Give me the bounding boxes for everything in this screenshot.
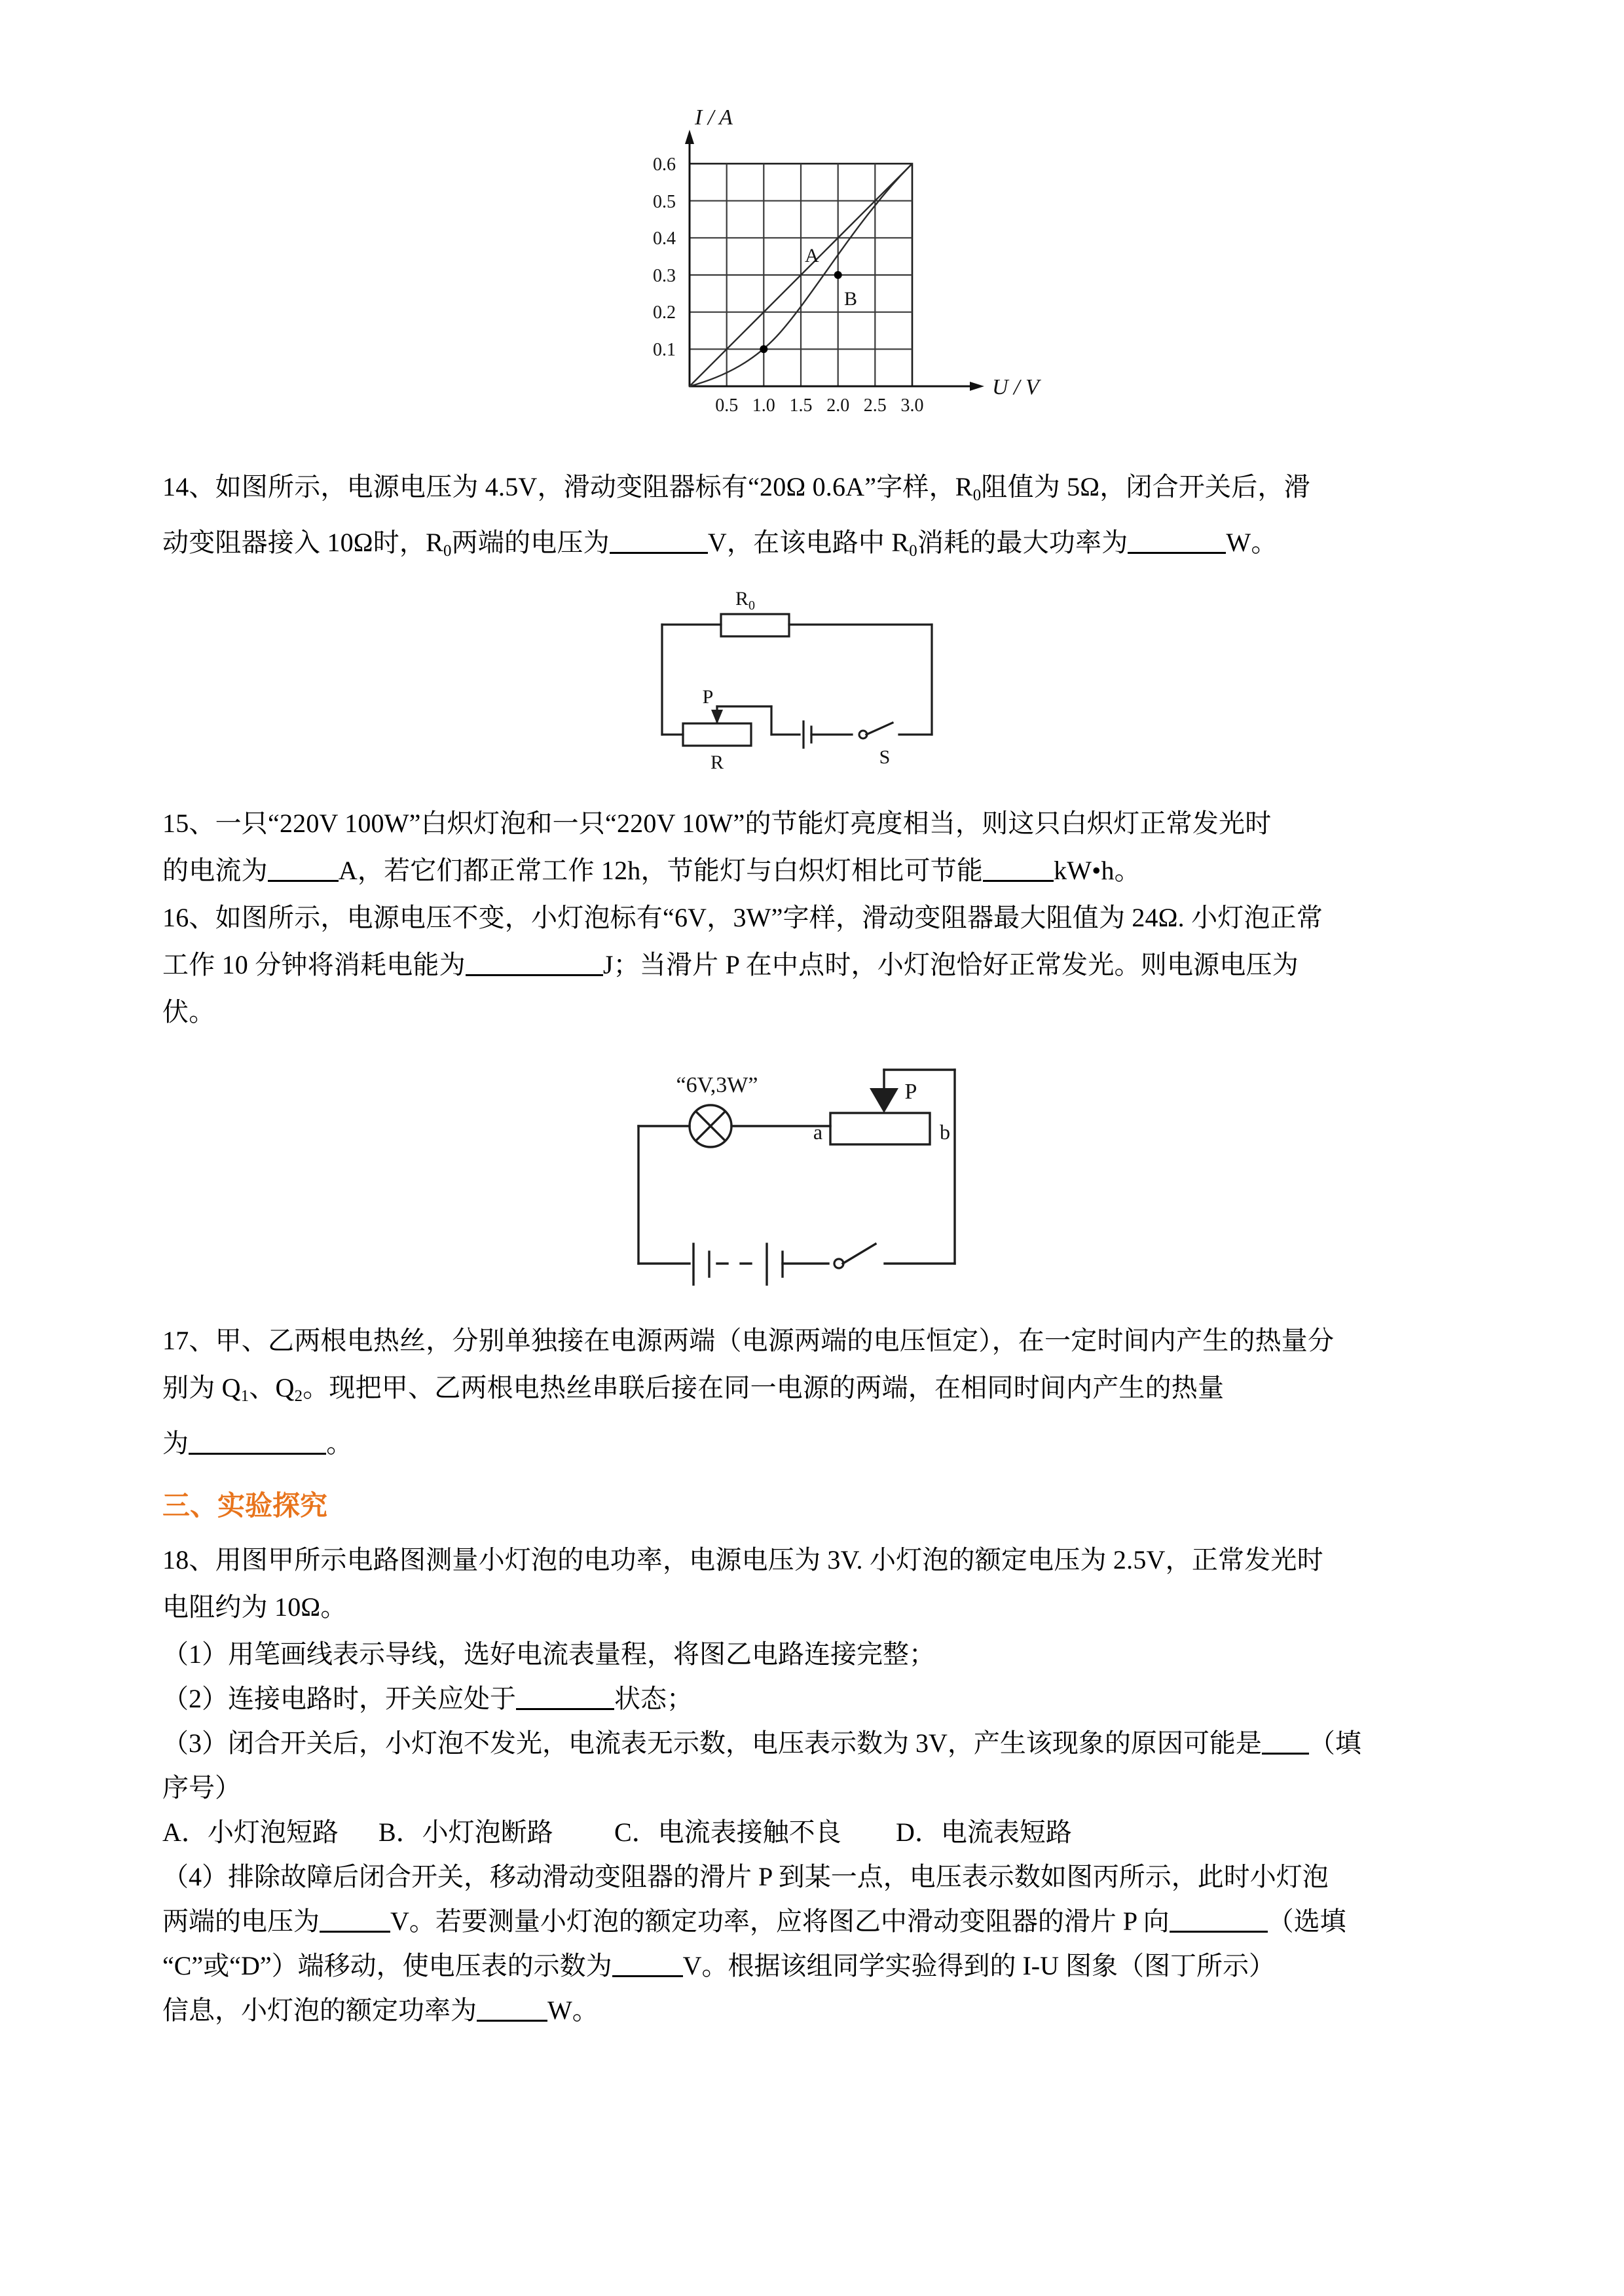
q17-text-b: 、Q xyxy=(249,1372,295,1402)
q18-p2-blank[interactable] xyxy=(516,1708,614,1710)
q16-circuit-figure xyxy=(162,1048,1466,1309)
question-18-line-1: 18、用图甲所示电路图测量小灯泡的电功率，电源电压为 3V. 小灯泡的额定电压为 2.5V，正常发光时 xyxy=(162,1544,1323,1575)
q16-text-b: J；当滑片 P 在中点时，小灯泡恰好正常发光。则电源电压为 xyxy=(602,949,1299,979)
q14-text-b: 阻值为 5Ω，闭合开关后，滑 xyxy=(981,472,1310,501)
question-14-line-2 xyxy=(162,520,1466,574)
question-18-part-2 xyxy=(162,1677,1466,1721)
svg-text:0.3: 0.3 xyxy=(653,266,676,286)
q18-p4-text-b: 两端的电压为 xyxy=(162,1906,320,1936)
q18-p3-blank[interactable] xyxy=(1262,1753,1309,1755)
question-16-line-1: 16、如图所示，电源电压不变，小灯泡标有“6V，3W”字样，滑动变阻器最大阻值为 24Ω. 小灯泡正常 xyxy=(162,902,1323,932)
q14-text-e: V，在该电路中 R xyxy=(707,527,910,557)
q14-answer-blank-1[interactable] xyxy=(610,552,708,554)
q18-p4-text-g: 信息，小灯泡的额定功率为 xyxy=(162,1995,477,2025)
q14-answer-blank-2[interactable] xyxy=(1128,552,1226,554)
q14-text-a: 14、如图所示，电源电压为 4.5V，滑动变阻器标有“20Ω 0.6A”字样，R xyxy=(162,472,973,501)
question-18-part-4-line-3 xyxy=(162,1944,1466,1988)
svg-text:P: P xyxy=(904,1079,917,1104)
svg-text:1.5: 1.5 xyxy=(789,395,813,416)
q15-text-b: A，若它们都正常工作 12h，节能灯与白炽灯相比可节能 xyxy=(338,855,984,885)
svg-text:R0: $R_0$ xyxy=(735,587,756,613)
q17-text-e: 。 xyxy=(326,1428,353,1458)
svg-text:P: P xyxy=(702,685,714,708)
q18-p4-blank-3[interactable] xyxy=(612,1975,683,1977)
q14-text-f: 消耗的最大功率为 xyxy=(917,527,1128,557)
q18-p4-text-h: W。 xyxy=(547,1995,599,2025)
question-18-part-3 xyxy=(162,1721,1466,1766)
q14-sub-1: 0 xyxy=(443,541,452,560)
q14-text-c: 动变阻器接入 10Ω时，R xyxy=(162,527,444,557)
svg-text:U / V: U / V xyxy=(992,375,1039,399)
question-17-line-3 xyxy=(162,1421,1466,1466)
svg-text:0.2: 0.2 xyxy=(653,302,676,323)
iu-graph xyxy=(585,98,1043,465)
q18-p4-text-c: V。若要测量小灯泡的额定功率，应将图乙中滑动变阻器的滑片 P 向 xyxy=(390,1906,1170,1936)
question-16-line-2 xyxy=(162,943,1466,987)
svg-text:b: b xyxy=(940,1120,950,1144)
svg-text:2.0: 2.0 xyxy=(826,395,850,416)
question-18-part-3-cont: 序号） xyxy=(162,1772,241,1802)
q15-answer-blank-2[interactable] xyxy=(983,880,1054,882)
q17-answer-blank-1[interactable] xyxy=(189,1453,326,1455)
q18-p4-text-f: V。根据该组同学实验得到的 I-U 图象（图丁所示） xyxy=(682,1950,1276,1980)
iu-graph-figure xyxy=(162,98,1466,465)
q18-p2-text-b: 状态； xyxy=(614,1683,693,1713)
q14-circuit xyxy=(611,585,1017,782)
question-18-choice-row xyxy=(162,1810,1466,1855)
q15-answer-blank-1[interactable] xyxy=(268,880,339,882)
svg-text:S: S xyxy=(879,746,891,768)
question-17-line-1: 17、甲、乙两根电热丝，分别单独接在电源两端（电源两端的电压恒定），在一定时间内产生的热量分 xyxy=(162,1325,1335,1355)
q14-circuit-figure xyxy=(162,585,1466,782)
svg-text:B: B xyxy=(844,288,858,310)
svg-text:2.5: 2.5 xyxy=(863,395,887,416)
choice-a[interactable]: A．小灯泡短路 xyxy=(162,1817,339,1847)
q14-text-g: W。 xyxy=(1226,527,1278,557)
q16-text-a: 工作 10 分钟将消耗电能为 xyxy=(162,949,466,979)
q16-circuit xyxy=(598,1048,1030,1309)
q18-p4-blank-1[interactable] xyxy=(320,1931,390,1933)
q17-sub-2: 2 xyxy=(294,1387,303,1405)
svg-text:1.0: 1.0 xyxy=(752,395,775,416)
q18-p3-text-a: （3）闭合开关后，小灯泡不发光，电流表无示数，电压表示数为 3V，产生该现象的原因可能是 xyxy=(162,1728,1262,1758)
svg-text:A: A xyxy=(805,245,819,266)
svg-text:0.5: 0.5 xyxy=(715,395,739,416)
q17-sub-1: 1 xyxy=(240,1387,249,1405)
svg-text:0.1: 0.1 xyxy=(653,340,676,360)
q18-p4-text-e: “C”或“D”）端移动，使电压表的示数为 xyxy=(162,1950,612,1980)
question-16-line-3: 伏。 xyxy=(162,996,215,1027)
q18-p2-text-a: （2）连接电路时，开关应处于 xyxy=(162,1683,516,1713)
svg-text:0.5: 0.5 xyxy=(653,192,676,212)
q14-text-d: 两端的电压为 xyxy=(451,527,610,557)
svg-text:0.4: 0.4 xyxy=(653,228,676,249)
q18-p4-blank-2[interactable] xyxy=(1170,1931,1268,1933)
page-content xyxy=(162,98,1466,2033)
question-18-line-2: 电阻约为 10Ω。 xyxy=(162,1592,347,1622)
q14-sub-2: 0 xyxy=(909,541,917,560)
q18-p4-blank-4[interactable] xyxy=(477,2020,547,2022)
q16-lamp-rating-label: “6V,3W” xyxy=(676,1072,758,1097)
q17-text-d: 为 xyxy=(162,1428,189,1458)
question-17-line-2 xyxy=(162,1366,1466,1419)
choice-c[interactable]: C．电流表接触不良 xyxy=(614,1817,841,1847)
q18-p3-text-b: （填 xyxy=(1308,1728,1361,1758)
question-15-line-1: 15、一只“220V 100W”白炽灯泡和一只“220V 10W”的节能灯亮度相当，则这只白炽灯正常发光时 xyxy=(162,808,1272,838)
q18-p4-text-d: （选填 xyxy=(1267,1906,1346,1936)
q14-sub-0: 0 xyxy=(972,486,982,504)
svg-text:3.0: 3.0 xyxy=(900,395,924,416)
question-18-part-1: （1）用笔画线表示导线，选好电流表量程，将图乙电路连接完整； xyxy=(162,1639,935,1669)
q16-answer-blank-1[interactable] xyxy=(466,974,603,976)
question-18-part-4: （4）排除故障后闭合开关，移动滑动变阻器的滑片 P 到某一点，电压表示数如图丙所示，此时小灯泡 xyxy=(162,1861,1329,1891)
q15-text-a: 的电流为 xyxy=(162,855,268,885)
choice-d[interactable]: D．电流表短路 xyxy=(896,1817,1072,1847)
question-18-part-4-line-4 xyxy=(162,1988,1466,2033)
svg-text:0.6: 0.6 xyxy=(653,155,676,175)
q17-text-a: 别为 Q xyxy=(162,1372,241,1402)
svg-text:I / A: I / A xyxy=(695,105,733,130)
svg-text:a: a xyxy=(813,1120,823,1144)
q15-text-c: kW•h。 xyxy=(1054,855,1141,885)
section-heading-experiment: 三、实验探究 xyxy=(162,1489,328,1521)
svg-text:R: R xyxy=(710,751,724,773)
choice-b[interactable]: B．小灯泡断路 xyxy=(378,1817,553,1847)
question-18-part-4-line-2 xyxy=(162,1899,1466,1944)
question-15-line-2 xyxy=(162,848,1466,893)
q17-text-c: 。现把甲、乙两根电热丝串联后接在同一电源的两端，在相同时间内产生的热量 xyxy=(303,1372,1225,1402)
question-14-line-1 xyxy=(162,465,1466,518)
